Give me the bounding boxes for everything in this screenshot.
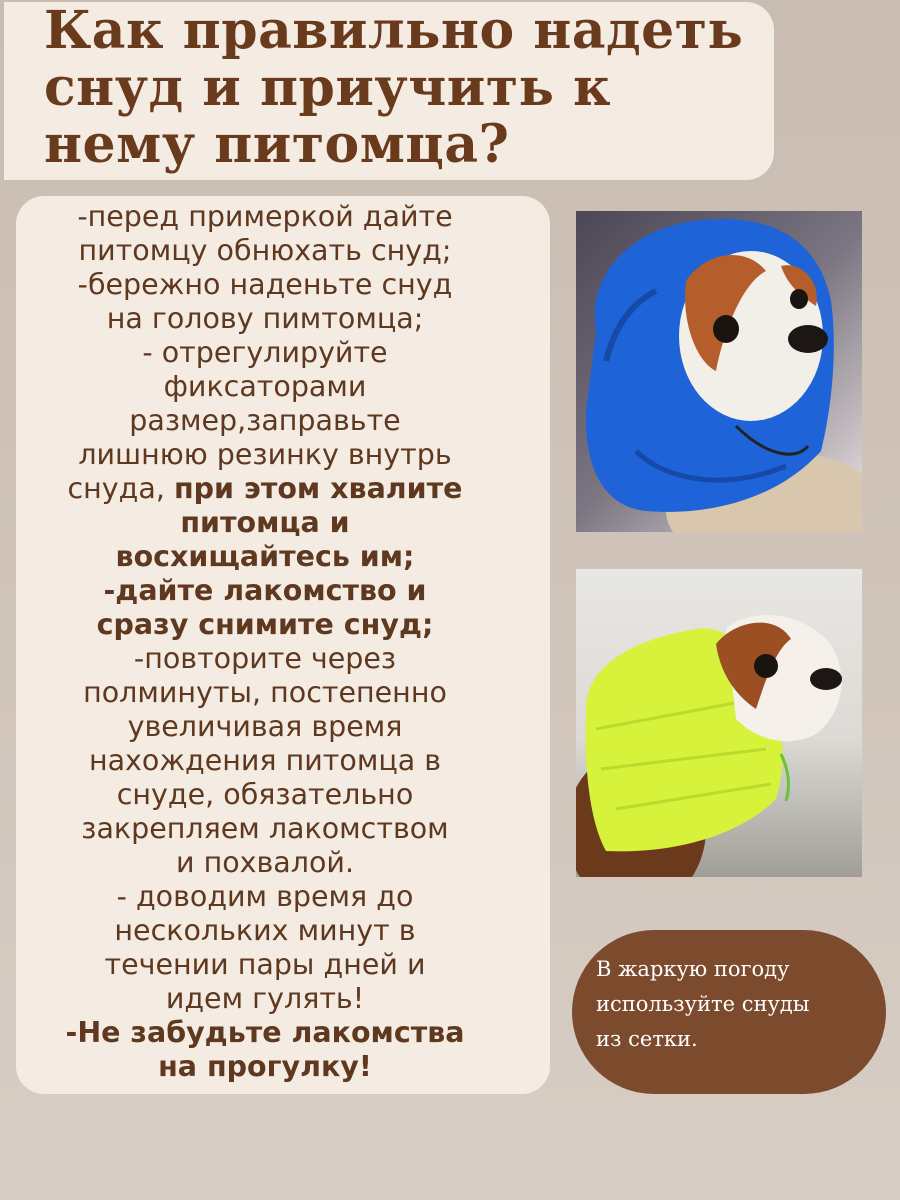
instruction-line: течении пары дней и xyxy=(104,948,426,981)
tip-line: из сетки. xyxy=(596,1027,698,1051)
tip-badge-text xyxy=(596,952,876,1057)
instruction-line: размер,заправьте xyxy=(129,404,401,437)
instruction-line: фиксаторами xyxy=(163,370,367,403)
instruction-line: -перед примеркой дайте xyxy=(77,200,453,233)
instruction-line: закрепляем лакомством xyxy=(81,812,449,845)
page-title xyxy=(44,2,784,173)
instruction-line: - отрегулируйте xyxy=(142,336,388,369)
instruction-line: полминуты, постепенно xyxy=(83,676,447,709)
dog-blue-snood-photo xyxy=(576,211,862,532)
instruction-line: -Не забудьте лакомства xyxy=(65,1016,465,1049)
instruction-line: питомца и xyxy=(180,506,350,539)
instruction-line: восхищайтесь им; xyxy=(115,540,415,573)
instruction-emphasis: при этом хвалите xyxy=(173,472,463,505)
instructions-text xyxy=(30,200,500,1084)
instruction-line xyxy=(30,472,500,506)
instruction-line: нахождения питомца в xyxy=(88,744,442,777)
tip-line: используйте снуды xyxy=(596,992,810,1016)
instruction-line: -повторите через xyxy=(133,642,397,675)
instruction-line: сразу снимите снуд; xyxy=(96,608,434,641)
instruction-line: - доводим время до xyxy=(116,880,414,913)
instruction-line: нескольких минут в xyxy=(114,914,416,947)
instruction-line: увеличивая время xyxy=(127,710,403,743)
instruction-text: снуда, xyxy=(67,472,174,505)
title-line: Как правильно надеть xyxy=(44,0,744,61)
instruction-line: на прогулку! xyxy=(158,1050,372,1083)
instruction-line: и похвалой. xyxy=(175,846,354,879)
instruction-line: идем гулять! xyxy=(165,982,365,1015)
title-line: снуд и приучить к xyxy=(44,57,612,118)
title-line: нему питомца? xyxy=(44,114,510,175)
dog-mesh-snood-photo xyxy=(576,569,862,877)
instruction-line: лишнюю резинку внутрь xyxy=(78,438,452,471)
instruction-line: -бережно наденьте снуд xyxy=(77,268,453,301)
instruction-line: снуде, обязательно xyxy=(116,778,414,811)
instruction-line: -дайте лакомство и xyxy=(103,574,427,607)
instruction-line: на голову пимтомца; xyxy=(106,302,424,335)
tip-line: В жаркую погоду xyxy=(596,957,790,981)
instruction-line: питомцу обнюхать снуд; xyxy=(78,234,452,267)
